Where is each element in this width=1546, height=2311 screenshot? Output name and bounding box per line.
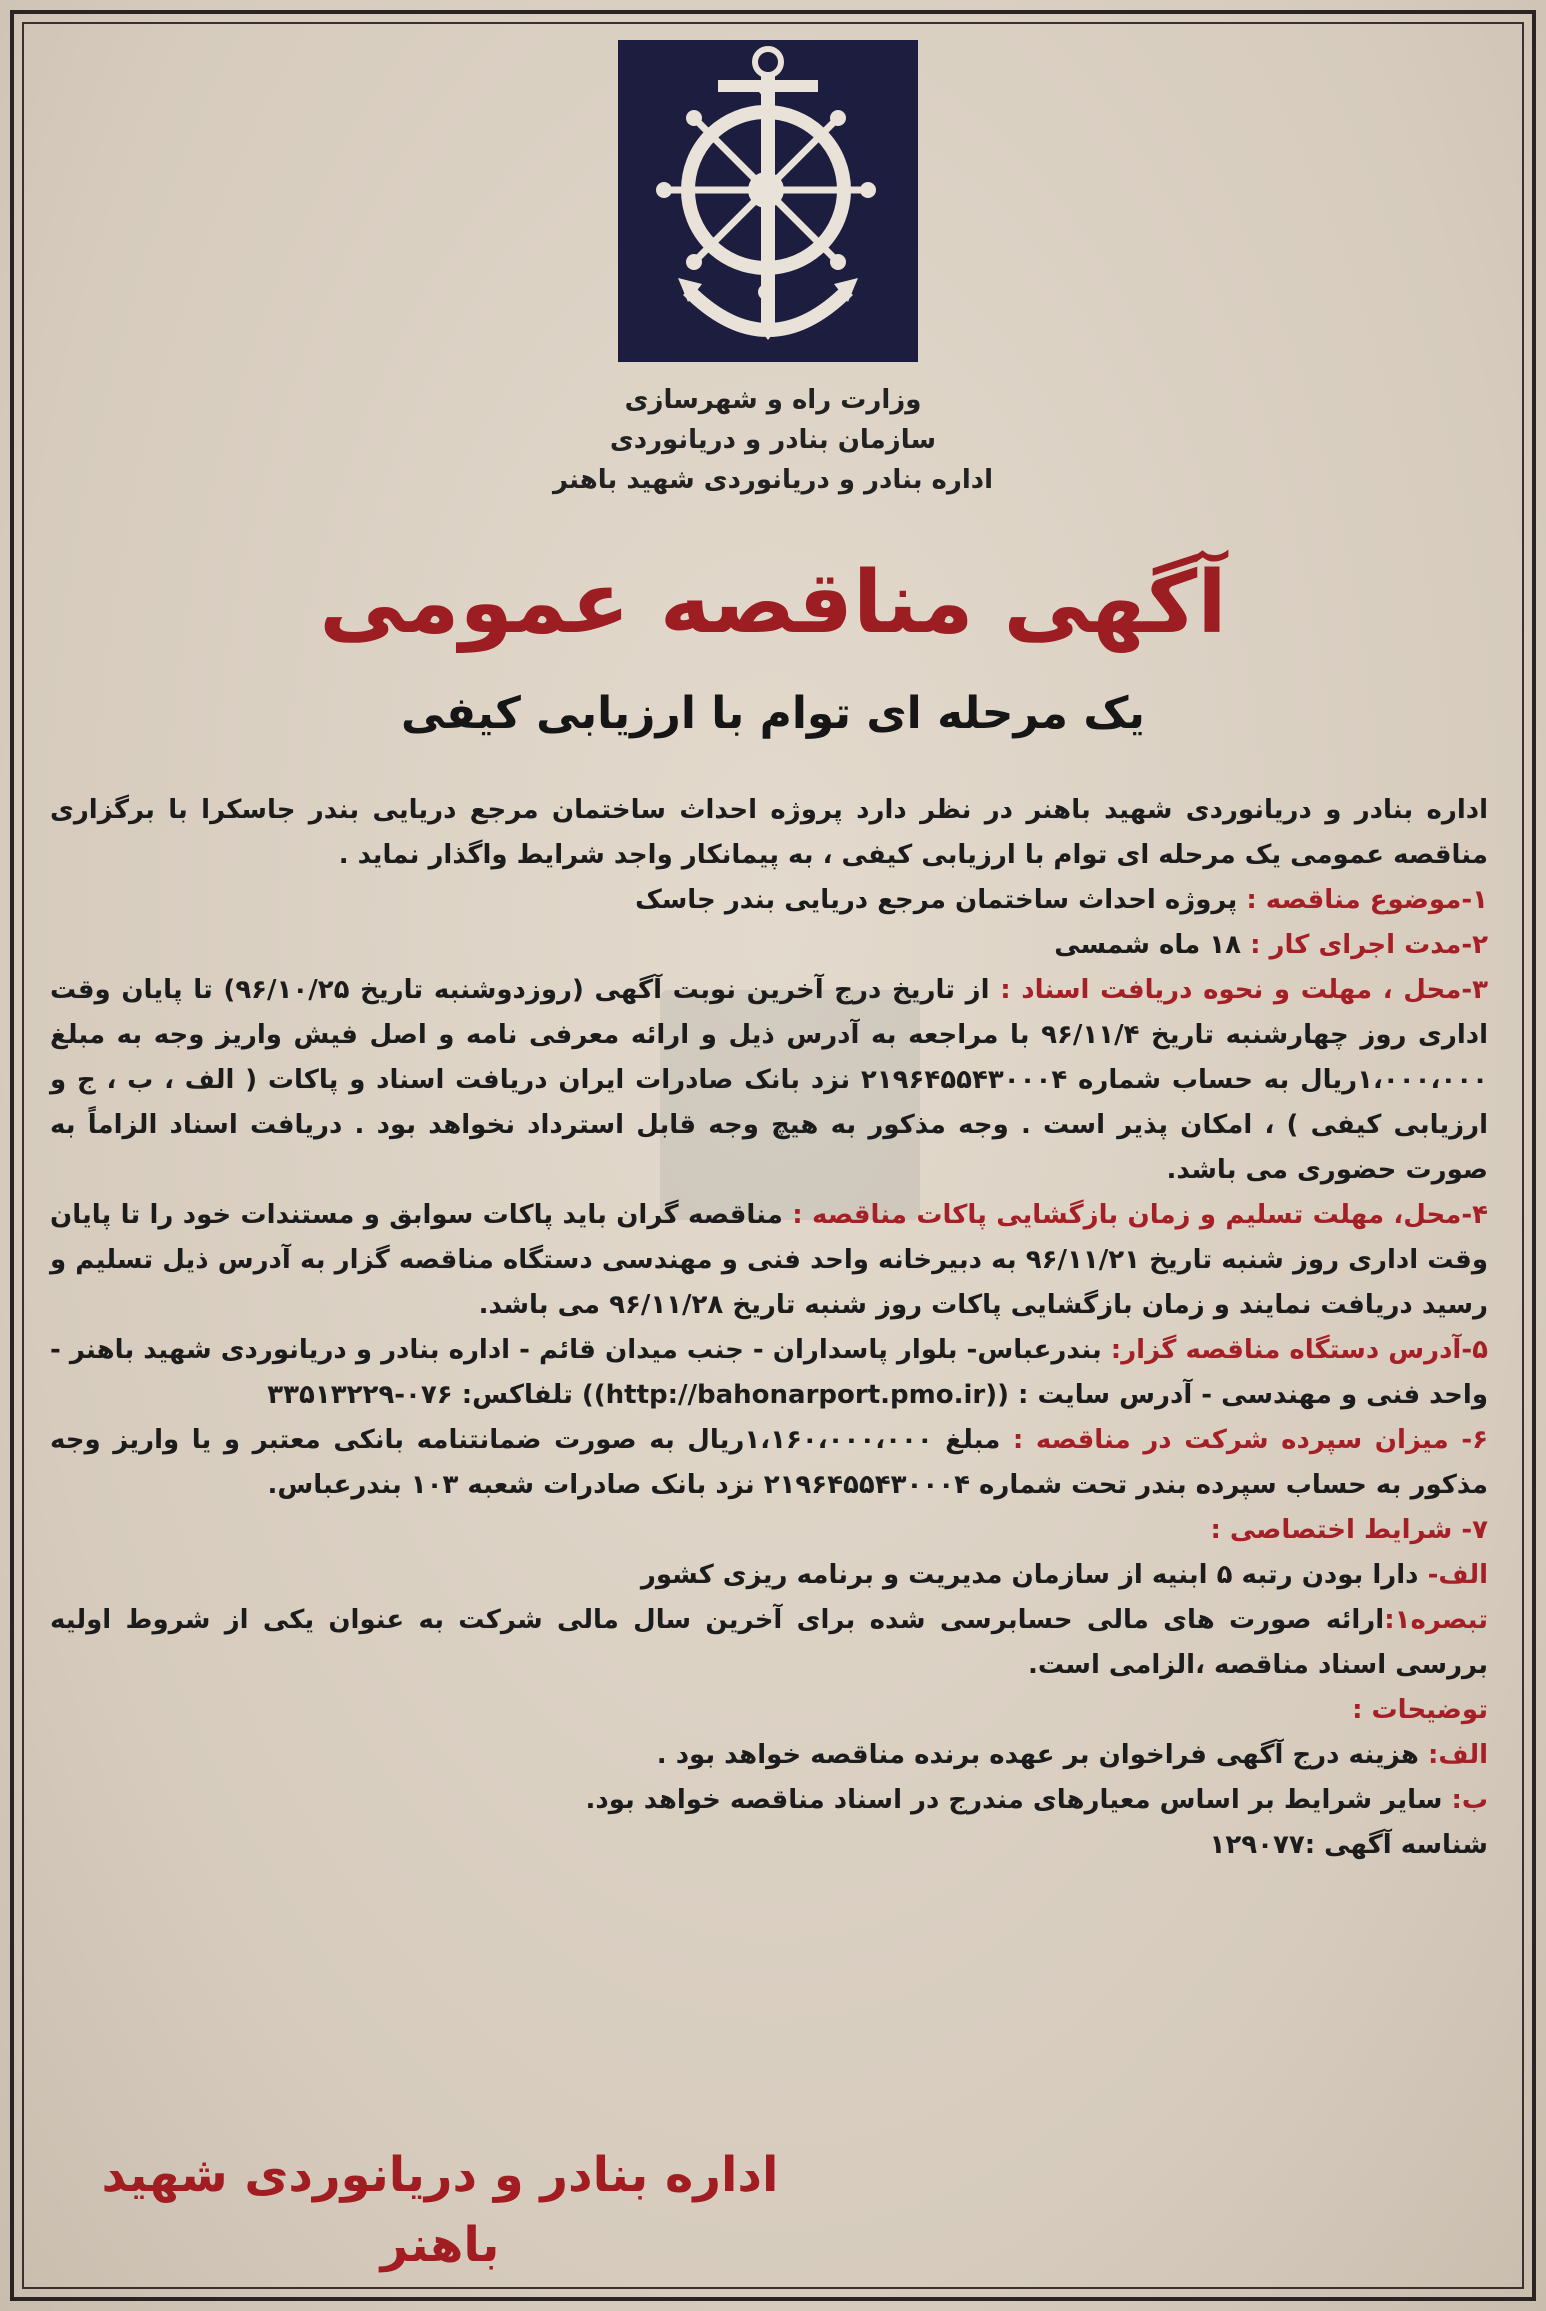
item-text: ارائه صورت های مالی حسابرسی شده برای آخرین سال مالی شرکت به عنوان یکی از شروط اولیه بررسی اسناد مناقصه ،الزامی است. xyxy=(50,1605,1488,1680)
ministry-name: وزارت راه و شهرسازی xyxy=(624,385,922,415)
explanation-alef xyxy=(50,1733,1488,1778)
section-text: از تاریخ درج آخرین نوبت آگهی (روزدوشنبه تاریخ ۹۶/۱۰/۲۵) تا پایان وقت اداری روز چهارشنبه تاریخ ۹۶/۱۱/۴ با مراجعه به آدرس ذیل و ارائه معرفی نامه و اصل فیش واریز وجه به مبلغ ۱،۰۰۰،۰۰۰ریال به حساب شماره ۲۱۹۶۴۵۵۴۳۰۰۰۴ نزد بانک صادرات ایران دریافت اسناد و پاکات ( الف ، ب ، ج و ارزیابی کیفی ) ، امکان پذیر است . وجه مذکور به هیچ وجه قابل استرداد نخواهد بود . دریافت اسناد الزاماً به صورت حضوری می باشد. xyxy=(50,975,1488,1185)
section-heading: توضیحات : xyxy=(1352,1695,1488,1725)
section-text: پروژه احداث ساختمان مرجع دریایی بندر جاسک xyxy=(635,885,1247,915)
page-title: آگهی مناقصه عمومی xyxy=(319,553,1227,653)
condition-alef xyxy=(50,1553,1488,1598)
website-link[interactable]: (http://bahonarport.pmo.ir) xyxy=(593,1380,998,1410)
section-documents xyxy=(50,968,1488,1193)
section-text: بندرعباس- بلوار پاسداران - جنب میدان قائم - اداره بنادر و دریانوردی شهید باهنر - واحد فنی و مهندسی - آدرس سایت : ( xyxy=(50,1335,1488,1410)
section-deposit xyxy=(50,1418,1488,1508)
condition-note xyxy=(50,1598,1488,1688)
section-heading: ۷- شرایط اختصاصی : xyxy=(1210,1515,1488,1545)
organization-name: سازمان بنادر و دریانوردی xyxy=(609,425,937,455)
office-name: اداره بنادر و دریانوردی شهید باهنر xyxy=(552,465,994,495)
section-text: مناقصه گران باید پاکات سوابق و مستندات خود را تا پایان وقت اداری روز شنبه تاریخ ۹۶/۱۱/۲۱ به دبیرخانه واحد فنی و مهندسی دستگاه مناقصه گزار به آدرس ذیل تسلیم و رسید دریافت نمایند و زمان بازگشایی پاکات روز شنبه تاریخ ۹۶/۱۱/۲۸ می باشد. xyxy=(50,1200,1488,1320)
footer-signature: اداره بنادر و دریانوردی شهید باهنر xyxy=(101,2147,779,2273)
item-label: الف- xyxy=(1427,1560,1488,1590)
organization-header xyxy=(400,380,1146,500)
section-submission xyxy=(50,1193,1488,1328)
section-heading: ۵-آدرس دستگاه مناقصه گزار: xyxy=(1110,1335,1488,1365)
section-heading: ۲-مدت اجرای کار : xyxy=(1250,930,1488,960)
section-heading: ۴-محل، مهلت تسلیم و زمان بازگشایی پاکات مناقصه : xyxy=(792,1200,1489,1230)
page-subtitle: یک مرحله ای توام با ارزیابی کیفی xyxy=(401,688,1145,739)
section-address xyxy=(50,1328,1488,1418)
item-label: تبصره۱: xyxy=(1384,1605,1488,1635)
section-subject xyxy=(50,878,1488,923)
item-text: دارا بودن رتبه ۵ ابنیه از سازمان مدیریت و برنامه ریزی کشور xyxy=(640,1560,1428,1590)
section-heading: ۳-محل ، مهلت و نحوه دریافت اسناد : xyxy=(1000,975,1489,1005)
section-heading: ۱-موضوع مناقصه : xyxy=(1246,885,1488,915)
item-label: ب: xyxy=(1451,1785,1488,1815)
item-text: هزینه درج آگهی فراخوان بر عهده برنده مناقصه خواهد بود . xyxy=(656,1740,1428,1770)
explanation-be xyxy=(50,1778,1488,1823)
section-explanations xyxy=(50,1688,1488,1733)
section-duration xyxy=(50,923,1488,968)
item-label: الف: xyxy=(1427,1740,1488,1770)
ad-body xyxy=(50,788,1488,1868)
section-text: مبلغ ۱،۱۶۰،۰۰۰،۰۰۰ریال به صورت ضمانتنامه بانکی معتبر و یا واریز وجه مذکور به حساب سپرده بندر تحت شماره ۲۱۹۶۴۵۵۴۳۰۰۰۴ نزد بانک صادرات شعبه ۱۰۳ بندرعباس. xyxy=(50,1425,1488,1500)
anchor-wheel-logo-icon xyxy=(618,40,918,362)
section-text: ۱۸ ماه شمسی xyxy=(1054,930,1251,960)
item-text: سایر شرایط بر اساس معیارهای مندرج در اسناد مناقصه خواهد بود. xyxy=(585,1785,1452,1815)
section-heading: ۶- میزان سپرده شرکت در مناقصه : xyxy=(1012,1425,1488,1455)
section-text: ) تلفاکس: ۰۷۶-۳۳۵۱۳۲۲۹ xyxy=(267,1380,594,1410)
intro-paragraph: اداره بنادر و دریانوردی شهید باهنر در نظر دارد پروژه احداث ساختمان مرجع دریایی بندر جاسکرا با برگزاری مناقصه عمومی یک مرحله ای توام با ارزیابی کیفی ، به پیمانکار واجد شرایط واگذار نماید . xyxy=(50,795,1488,870)
section-special-conditions xyxy=(50,1508,1488,1553)
ad-id: شناسه آگهی :۱۲۹۰۷۷ xyxy=(1209,1830,1488,1860)
